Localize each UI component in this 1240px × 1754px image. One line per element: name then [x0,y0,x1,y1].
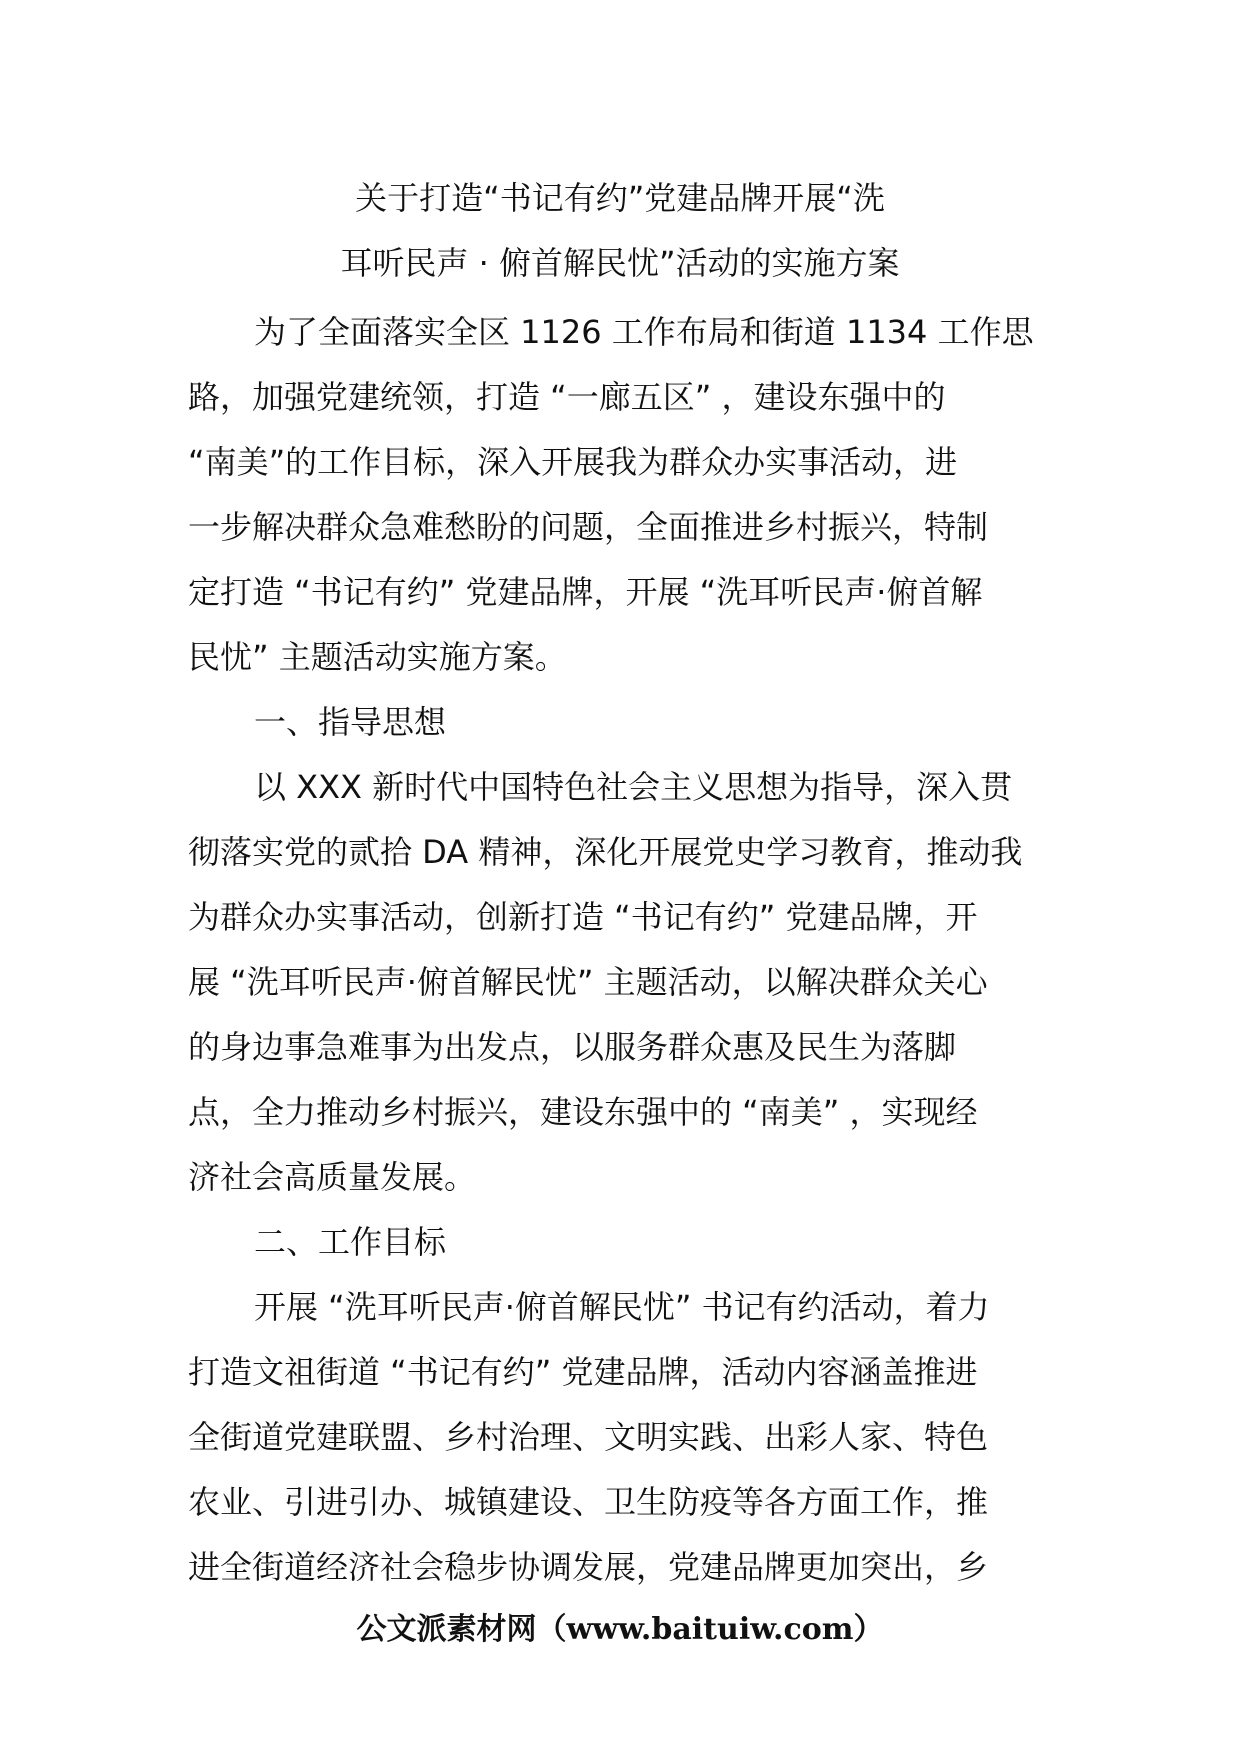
intro-paragraph-line-3: “南美”的工作目标，深入开展我为群众办实事活动，进 [188,443,958,481]
intro-paragraph-line-6: 民忧” 主题活动实施方案。 [188,638,567,676]
goals-paragraph-line-2: 打造文祖街道 “书记有约” 党建品牌，活动内容涵盖推进 [188,1353,978,1391]
section-heading-work-goals: 二、工作目标 [254,1223,447,1261]
intro-paragraph-line-2: 路，加强党建统领，打造 “一廊五区” ，建设东强中的 [188,378,946,416]
goals-paragraph-line-1: 开展 “洗耳听民声·俯首解民忧” 书记有约活动，着力 [254,1288,990,1326]
guiding-paragraph-line-2: 彻落实党的贰拾 DA 精神，深化开展党史学习教育，推动我 [188,833,1023,871]
watermark-footer: 公文派素材网（www.baituiw.com） [356,1612,884,1647]
document-title [185,166,1055,296]
title-line-1: 关于打造“书记有约”党建品牌开展“洗 [355,179,885,217]
intro-paragraph-line-5: 定打造 “书记有约” 党建品牌，开展 “洗耳听民声·俯首解 [188,573,983,611]
guiding-paragraph-line-1: 以 XXX 新时代中国特色社会主义思想为指导，深入贯 [254,768,1013,806]
intro-paragraph-line-4: 一步解决群众急难愁盼的问题，全面推进乡村振兴，特制 [188,508,989,546]
title-line-2: 耳听民声 · 俯首解民忧”活动的实施方案 [340,244,900,282]
guiding-paragraph-line-5: 的身边事急难事为出发点，以服务群众惠及民生为落脚 [188,1028,957,1066]
guiding-paragraph-line-7: 济社会高质量发展。 [188,1158,477,1196]
guiding-paragraph-line-3: 为群众办实事活动，创新打造 “书记有约” 党建品牌，开 [188,898,978,936]
guiding-paragraph-line-6: 点，全力推动乡村振兴，建设东强中的 “南美” ，实现经 [188,1093,978,1131]
intro-paragraph-line-1: 为了全面落实全区 1126 工作布局和街道 1134 工作思 [254,313,1034,351]
goals-paragraph-line-3: 全街道党建联盟、乡村治理、文明实践、出彩人家、特色 [188,1418,989,1456]
goals-paragraph-line-5: 进全街道经济社会稳步协调发展，党建品牌更加突出，乡 [188,1548,989,1586]
section-heading-guiding-thought: 一、指导思想 [254,703,447,741]
document-body [188,300,1058,1600]
goals-paragraph-line-4: 农业、引进引办、城镇建设、卫生防疫等各方面工作，推 [188,1483,989,1521]
guiding-paragraph-line-4: 展 “洗耳听民声·俯首解民忧” 主题活动，以解决群众关心 [188,963,988,1001]
